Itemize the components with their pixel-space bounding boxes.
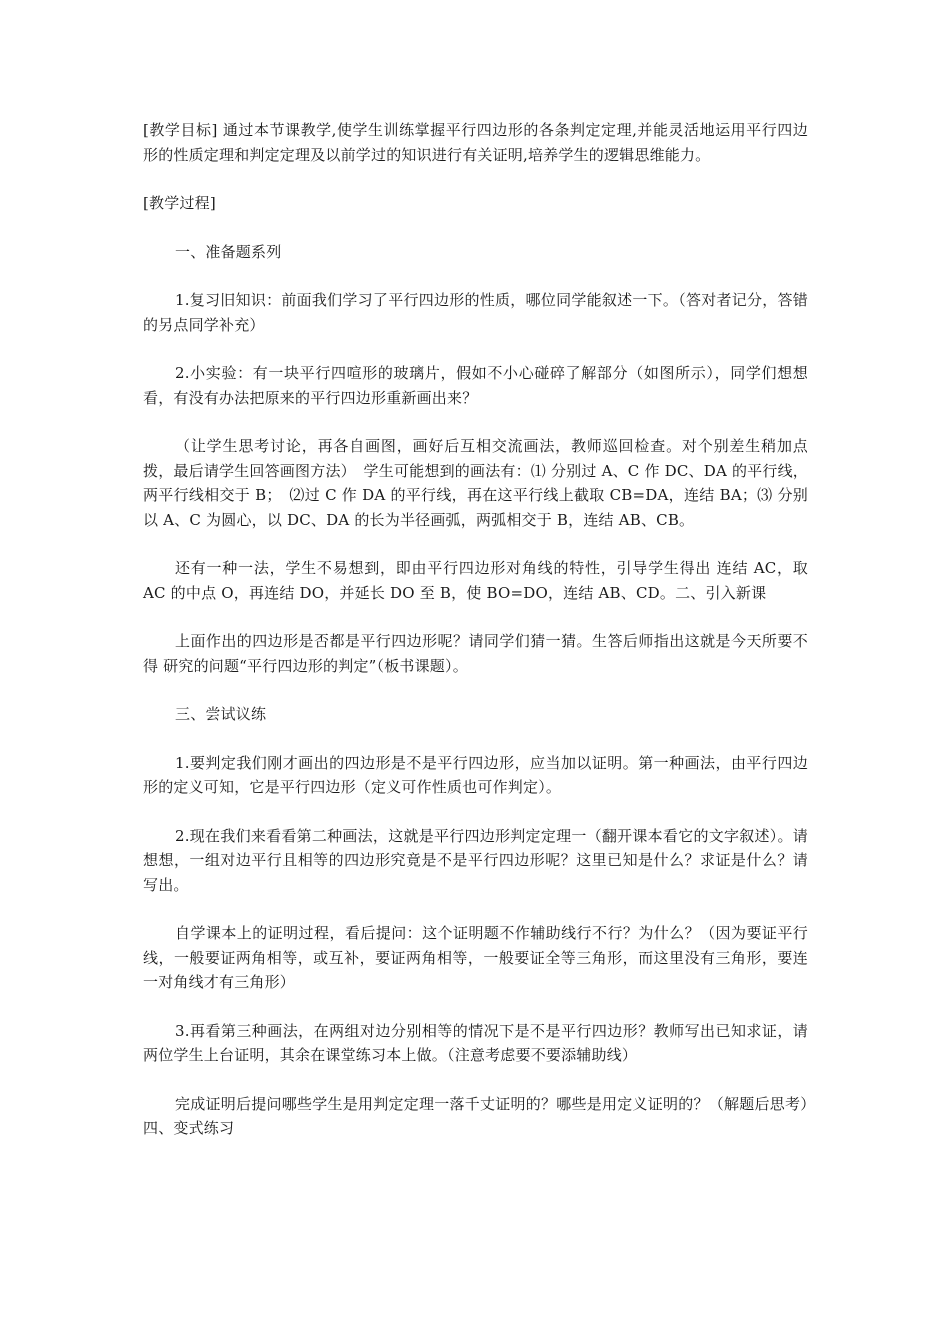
paragraph-practice-3: 3.再看第三种画法，在两组对边分别相等的情况下是不是平行四边形？教师写出已知求证，请两位学生上台证明，其余在课堂练习本上做。（注意考虑要不要添辅助线） [143,1021,808,1064]
paragraph-review: 1.复习旧知识：前面我们学习了平行四边形的性质，哪位同学能叙述一下。（答对者记分，答错的另点同学补充） [143,291,808,334]
section-heading-preparation: 一、准备题系列 [175,242,282,261]
paragraph-teaching-objective: [教学目标] 通过本节课教学,使学生训练掌握平行四边形的各条判定定理,并能灵活地运用平行四边形的性质定理和判定定理及以前学过的知识进行有关证明,培养学生的逻辑思维能力。 [143,121,808,164]
section-heading-practice: 三、尝试议练 [175,705,267,723]
paragraph-experiment: 2.小实验：有一块平行四喧形的玻璃片，假如不小心碰碎了解部分（如图所示），同学们想想看，有没有办法把原来的平行四边形重新画出来？ [143,364,808,407]
paragraph-intro-new: 上面作出的四边形是否都是平行四边形呢？请同学们猜一猜。生答后师指出这就是今天所要不得 研究的问题“平行四边形的判定”（板书课题）。 [143,632,808,675]
paragraph-after-proof: 完成证明后提问哪些学生是用判定定理一落千丈证明的？哪些是用定义证明的？（解题后思考）四、变式练习 [143,1094,808,1137]
paragraph-practice-1: 1.要判定我们刚才画出的四边形是不是平行四边形，应当加以证明。第一种画法，由平行四边形的定义可知，它是平行四边形（定义可作性质也可作判定）。 [143,753,808,796]
heading-teaching-process: [教学过程] [143,194,216,212]
paragraph-practice-2: 2.现在我们来看看第二种画法，这就是平行四边形判定定理一（翻开课本看它的文字叙述）。请想想，一组对边平行且相等的四边形究竟是不是平行四边形呢？这里已知是什么？求证是什么？请写出。 [143,826,808,894]
paragraph-self-study: 自学课本上的证明过程，看后提问：这个证明题不作辅助线行不行？为什么？（因为要证平行线，一般要证两角相等，或互补，要证两角相等，一般要证全等三角形，而这里没有三角形，要连一对角线才有三角形） [143,924,808,991]
document-body [143,118,808,1165]
paragraph-discussion: （让学生思考讨论，再各自画图，画好后互相交流画法，教师巡回检查。对个别差生稍加点拨，最后请学生回答画图方法） 学生可能想到的画法有：⑴ 分别过 A、C 作 DC、DA 的平行线，两平行线相交于 B； ⑵过 C 作 DA 的平行线，再在这平行线上截取 CB=DA，连结 BA；⑶ 分别以 A、C 为圆心，以 DC、DA 的长为半径画弧，两弧相交于 B，连结 AB、CB。 [143,437,808,529]
paragraph-another-method: 还有一种一法，学生不易想到，即由平行四边形对角线的特性，引导学生得出 连结 AC，取 AC 的中点 O，再连结 DO，并延长 DO 至 B，使 BO=DO，连结 AB、CD。二、引入新课 [143,559,808,602]
